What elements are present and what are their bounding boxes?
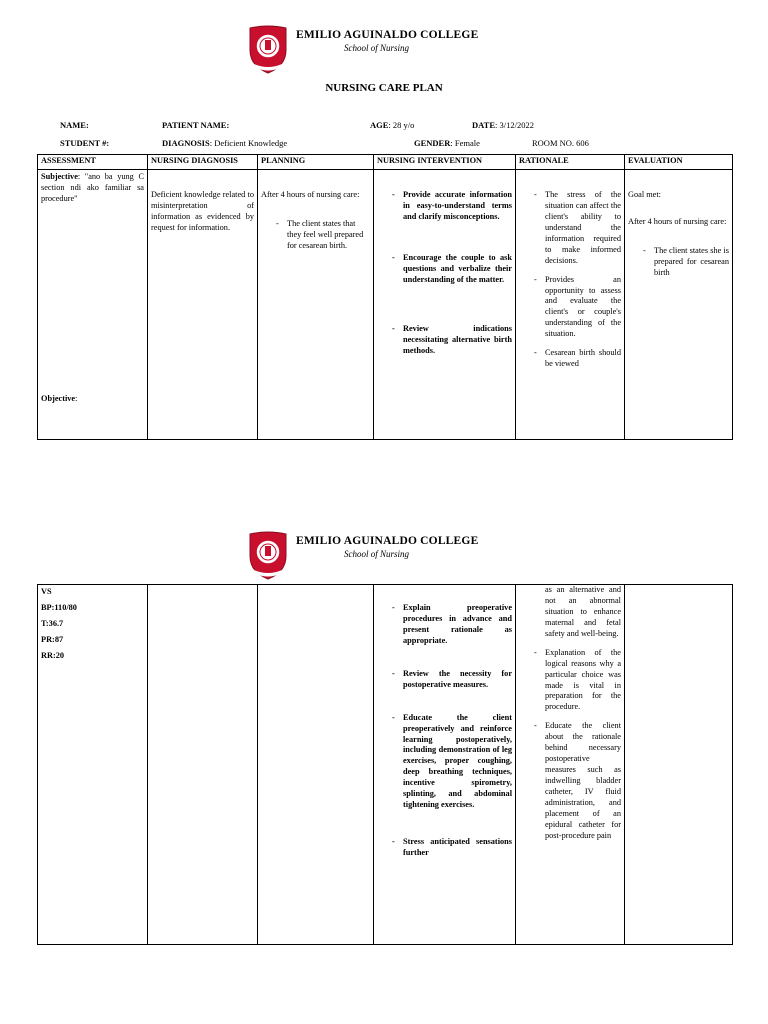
list-item: - The client states that they feel well prepared for cesarean birth. [275,219,370,252]
name-field: NAME: [60,120,89,130]
patient-name-field: PATIENT NAME: [162,120,230,130]
column-header: NURSING DIAGNOSIS [148,155,258,170]
vs-temp: T:36.7 [41,618,64,628]
list-item: - The client states she is prepared for cesarean birth [642,246,729,279]
list-item: - Stress anticipated sensations further [391,837,512,859]
planning-cell [258,170,374,440]
table-row [38,585,733,945]
diagnosis-field: DIAGNOSIS: Deficient Knowledge [162,138,288,148]
planning-intro: After 4 hours of nursing care: [261,190,360,199]
list-item: - Educate the client about the rationale behind necessary postoperative measures such as indwelling bladder catheter, IV fluid administration, and placement of an epidural catheter for post-procedure pain [533,721,621,841]
vs-label: VS [41,587,52,596]
diagnosis-cell [148,170,258,440]
school-name: School of Nursing [344,549,410,559]
list-item: - Review indications necessitating alternative birth methods. [391,324,512,357]
evaluation-goal: Goal met: [628,190,661,199]
evaluation-results [642,246,729,279]
list-item: - Explain preoperative procedures in advance and present rationale as appropriate. [391,603,512,647]
column-header: NURSING INTERVENTION [374,155,516,170]
evaluation-cell [625,170,733,440]
student-number-field: STUDENT #: [60,138,110,148]
list-item: - Explanation of the logical reasons why a particular choice was made is vital in preparation for the procedure. [533,648,621,714]
rationale-list [533,190,621,370]
intervention-cell [374,585,516,945]
diagnosis-text: Deficient knowledge related to misinterpretation of information as evidenced by request for information. [151,190,254,232]
college-logo-icon [246,24,290,74]
page-header [0,530,768,586]
vs-rr: RR:20 [41,650,65,660]
list-item: - Review the necessity for postoperative measures. [391,669,512,691]
college-name: EMILIO AGUINALDO COLLEGE [296,535,479,547]
rationale-cell [516,170,625,440]
list-item: - The stress of the situation can affect the client's ability to understand the information required to make informed decisions. [533,190,621,267]
planning-cell [258,585,374,945]
list-item: - Encourage the couple to ask questions and verbalize their understanding of the matter. [391,253,512,286]
table-row [38,170,733,440]
vs-bp: BP:110/80 [41,602,77,612]
intervention-list [391,190,512,356]
date-field: DATE: 3/12/2022 [472,120,534,130]
subjective-text: Subjective: "ano ba yung C section ndi ako familiar sa procedure" [41,172,144,203]
evaluation-cell [625,585,733,945]
list-item: - Cesarean birth should be viewed [533,348,621,370]
rationale-list [533,648,621,842]
room-field: ROOM NO. 606 [532,138,589,148]
page-break [0,474,768,504]
vs-pr: PR:87 [41,634,64,644]
planning-goals [275,219,370,252]
intervention-cell [374,170,516,440]
list-item: - Provide accurate information in easy-to-understand terms and clarify misconceptions. [391,190,512,223]
rationale-cell [516,585,625,945]
list-item: - Educate the client preoperatively and reinforce learning postoperatively, including demonstration of leg exercises, proper coughing, deep breathing techniques, incentive spirometry, splinting, and abdominal tightening exercises. [391,713,512,811]
column-header: PLANNING [258,155,374,170]
care-plan-table-page-1 [37,154,733,440]
evaluation-intro: After 4 hours of nursing care: [628,216,727,226]
rationale-continued: as an alternative and not an abnormal situation to enhance maternal and fetal safety and well-being. [545,585,621,638]
page-1 [0,0,768,470]
assessment-cell [38,170,148,440]
college-logo-icon [246,530,290,580]
intervention-list [391,603,512,859]
page-header [0,24,768,80]
vital-signs-cell [38,585,148,945]
column-header: EVALUATION [625,155,733,170]
column-header: RATIONALE [516,155,625,170]
gender-field: GENDER: Female [414,138,480,148]
school-name: School of Nursing [344,43,410,53]
column-header: ASSESSMENT [38,155,148,170]
document-title: NURSING CARE PLAN [325,82,443,94]
list-item: - Provides an opportunity to assess and evaluate the client's or couple's understanding of the situation. [533,275,621,341]
page-2 [0,510,768,1024]
college-name: EMILIO AGUINALDO COLLEGE [296,29,479,41]
objective-label: Objective: [41,394,78,403]
diagnosis-cell [148,585,258,945]
care-plan-table-page-2 [37,584,733,945]
age-field: AGE: 28 y/o [370,120,415,130]
table-header-row [38,155,733,170]
